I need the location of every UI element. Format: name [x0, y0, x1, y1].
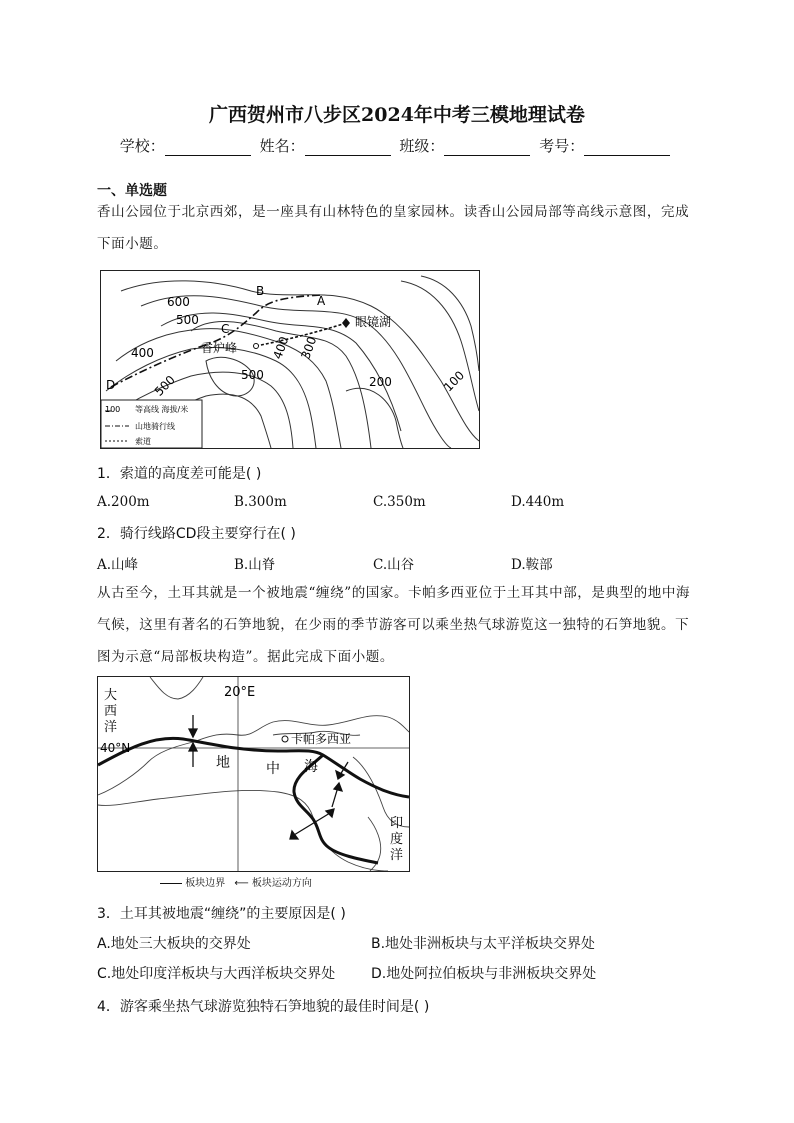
question-4: 4．游客乘坐热气球游览独特石笋地貌的最佳时间是( )	[97, 999, 430, 1015]
class-blank[interactable]	[444, 141, 530, 156]
peak-label: 香炉峰	[201, 341, 238, 355]
legend-boundary: 板块边界	[185, 878, 226, 889]
arrowhead	[326, 809, 334, 817]
q3-option-c[interactable]: C.地处印度洋板块与大西洋板块交界处	[97, 966, 336, 982]
class-label: 班级：	[399, 137, 445, 155]
passage-2: 从古至今，土耳其就是一个被地震“缠绕”的国家。卡帕多西亚位于土耳其中部，是典型的地中海气候，这里有著名的石笋地貌，在少雨的季节游客可以乘坐热气球游览这一独特的石笋地貌。下图为示意“局部板块构造”。据此完成下面小题。	[97, 585, 691, 665]
question-1: 1．索道的高度差可能是( )	[97, 466, 262, 482]
point-label-d: D	[106, 378, 116, 392]
q1-option-a[interactable]: A.200m	[97, 494, 150, 510]
contour-label: 500	[151, 372, 178, 399]
q2-option-d[interactable]: D.鞍部	[511, 557, 553, 573]
indian-label-1: 印	[390, 816, 404, 831]
legend-route: 山地骑行线	[135, 422, 175, 431]
legend-motion: 板块运动方向	[251, 878, 312, 889]
school-blank[interactable]	[165, 141, 251, 156]
contour-label: 400	[131, 346, 154, 360]
q1-option-b[interactable]: B.300m	[234, 494, 287, 510]
arrowhead	[290, 831, 298, 839]
plate-map	[97, 676, 410, 872]
q3-option-b[interactable]: B.地处非洲板块与太平洋板块交界处	[371, 936, 596, 952]
plate-map-svg	[98, 677, 409, 871]
city-marker	[282, 736, 288, 742]
q3-option-d[interactable]: D.地处阿拉伯板块与非洲板块交界处	[371, 966, 597, 982]
peak-marker	[254, 344, 259, 349]
atlantic-label-2: 西	[104, 704, 118, 719]
q2-option-c[interactable]: C.山谷	[373, 557, 415, 573]
longitude-label: 20°E	[224, 685, 256, 700]
contour-label: 200	[369, 375, 392, 389]
sea-label-2: 中	[266, 761, 280, 777]
legend-contour: 等高线 海拔/米	[135, 405, 189, 414]
contour-label: 500	[241, 368, 264, 382]
q2-option-a[interactable]: A.山峰	[97, 557, 139, 573]
coastline	[98, 716, 409, 795]
q2-option-b[interactable]: B.山脊	[234, 557, 276, 573]
id-blank[interactable]	[584, 141, 670, 156]
lake-marker	[342, 318, 350, 328]
legend-cableway: 索道	[135, 437, 151, 446]
coastline	[98, 790, 388, 871]
contour-line	[421, 276, 479, 371]
name-blank[interactable]	[305, 141, 391, 156]
contour-label: 400	[270, 334, 292, 362]
arrowhead	[189, 743, 197, 751]
indian-label-3: 洋	[390, 848, 404, 863]
point-label-b: B	[256, 284, 265, 298]
legend-boundary-swatch	[160, 883, 182, 884]
indian-label-2: 度	[390, 832, 404, 847]
passage-1: 香山公园位于北京西郊，是一座具有山林特色的皇家园林。读香山公园局部等高线示意图，完成下面小题。	[97, 204, 690, 252]
contour-label: 500	[176, 313, 199, 327]
contour-map-svg	[101, 271, 479, 448]
atlantic-label-3: 洋	[104, 720, 118, 735]
name-label: 姓名：	[259, 137, 305, 155]
point-label-a: A	[317, 294, 326, 308]
plate-boundary	[98, 738, 409, 797]
plate-map-legend	[160, 874, 312, 889]
contour-label: 600	[167, 295, 190, 309]
contour-line	[346, 388, 403, 448]
atlantic-label-1: 大	[104, 688, 118, 703]
contour-map	[100, 270, 480, 449]
legend-arrow-icon: ⟵	[234, 878, 249, 889]
city-label: 卡帕多西亚	[291, 732, 352, 746]
arrowhead	[189, 729, 197, 737]
coastline	[150, 677, 203, 699]
arrowhead	[334, 783, 342, 791]
latitude-label: 40°N	[100, 741, 131, 755]
contour-label: 300	[298, 334, 320, 362]
question-2: 2．骑行线路CD段主要穿行在( )	[97, 526, 296, 542]
school-label: 学校：	[119, 137, 165, 155]
legend-num: 100	[105, 405, 121, 414]
section-heading: 一、单选题	[97, 183, 167, 199]
q3-option-a[interactable]: A.地处三大板块的交界处	[97, 936, 251, 952]
contour-line	[401, 281, 479, 411]
student-info-row	[0, 135, 794, 156]
page-title: 广西贺州市八步区2024年中考三模地理试卷	[209, 104, 585, 126]
arrowhead	[336, 771, 344, 779]
question-3: 3．土耳其被地震“缠绕”的主要原因是( )	[97, 906, 346, 922]
lake-label: 眼镜湖	[355, 315, 392, 329]
point-label-c: C	[221, 322, 230, 336]
id-label: 考号：	[539, 137, 585, 155]
q1-option-d[interactable]: D.440m	[511, 494, 565, 510]
sea-label-3: 海	[304, 759, 318, 775]
cableway-line	[256, 323, 346, 346]
sea-label-1: 地	[216, 755, 230, 771]
contour-label: 100	[441, 368, 468, 395]
q1-option-c[interactable]: C.350m	[373, 494, 426, 510]
